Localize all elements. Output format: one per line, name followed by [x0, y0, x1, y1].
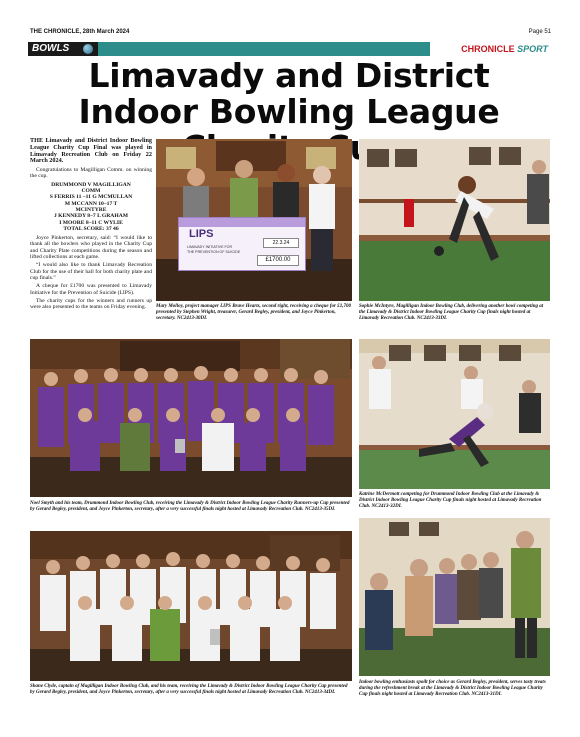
photo-magilligan-team — [30, 531, 352, 681]
brand-chronicle: CHRONICLE — [461, 44, 515, 54]
magilligan-team-image — [30, 531, 352, 681]
page-number: Page 51 — [528, 29, 551, 35]
brand-sport: SPORT — [514, 44, 548, 54]
bowling-photo-image — [359, 139, 550, 301]
result-total: TOTAL SCORE: 37 46 — [63, 225, 119, 232]
article-body — [30, 138, 152, 312]
cheque-logo: LIPS — [189, 228, 214, 240]
refreshments-image — [359, 518, 550, 676]
drummond-team-image — [30, 339, 352, 497]
article-paragraph: The charity cups for the winners and runners up were also presented to the teams on Friday evening. — [30, 297, 152, 311]
cheque-date: 22.3.24 — [263, 238, 299, 248]
result-line: COMM — [81, 188, 101, 195]
article-paragraph: Joyce Pinkerton, secretary, said: “I would like to thank all the bowlers who played in the Charity Cup and Charity Plate competitions during the season and lifted collections at each game. — [30, 235, 152, 261]
article-paragraph: “I would also like to thank Limavady Recreation Club for the use of their hall for both charity plate and cup finals.” — [30, 262, 152, 281]
result-line: DRUMMOND V MAGILLIGAN — [51, 181, 131, 188]
result-line: MCINTYRE — [75, 206, 107, 213]
cheque-band — [179, 218, 305, 227]
cheque-payee-2: THE PREVENTION OF SUICIDE — [187, 250, 241, 254]
section-tag: BOWLS — [28, 42, 98, 56]
photo-cheque-presentation — [156, 139, 352, 301]
headline: Limavady and District Indoor Bowling League — [78, 56, 500, 131]
article-lead: THE Limavady and District Indoor Bowling League Charity Cup Final was played in Limavady Recreation Club on Friday 22 March 2024. — [30, 137, 152, 165]
article-paragraph: A cheque for £1700 was presented to Limavady Initiative for the Prevention of Suicide (LIPS). — [30, 283, 152, 296]
caption-photo-2: Sophie McIntyre, Magilligan Indoor Bowling Club, delivering another bowl competing at the Limavady & District Indoor Bowling League Charity Cup finals night hosted at Limavady Recreation Club. NC2413-33DL — [359, 304, 544, 321]
caption-photo-1: Mary Molloy, project manager LIPS Brave Hearts, second right, receiving a cheque for £1,700 presented by Stephen Wright, treasurer, Gerard Begley, president, and Joyce Pinkerton, secretary. NC2413-30DL — [156, 304, 351, 321]
section-brand — [430, 42, 550, 56]
photo-sophie-bowling — [359, 139, 550, 301]
result-line: I MOORE 8–11 C WYLIE — [59, 219, 123, 226]
caption-photo-4: Katrine McDermott competing for Drummond Indoor Bowling Club at the Limavady & District Indoor Bowling League Charity Cup finals night hosted at Limavady Recreation Club. NC2413-32DL — [359, 492, 542, 509]
caption-photo-3: Noel Smyth and his team, Drummond Indoor Bowling Club, receiving the Limavady & District Indoor Bowling League Charity Runners-up Cup presented by Gerard Begley, president, and Joyce Pinkerton, secretary, after a very successful finals night hosted at Limavady Recreation Club. NC2413-35DL — [30, 501, 350, 512]
result-line: S FERRIS 11 –11 G MCMULLAN — [49, 194, 133, 201]
article-paragraph: Congratulations to Magilligan Comm. on winning the cup. — [30, 167, 152, 180]
photo-drummond-team — [30, 339, 352, 497]
masthead-date: THE CHRONICLE, 28th March 2024 — [30, 29, 130, 35]
caption-photo-6: Indoor bowling enthusiasts spoilt for choice as Gerard Begley, president, serves tasty treats during the refreshment break at the Limavady & District Indoor Bowling League Charity Cup finals night hosted at Limavady Recreation Club. NC2413-31DL — [359, 680, 546, 697]
result-line: J KENNEDY 8–7 L GRAHAM — [53, 213, 129, 220]
cheque-amount: £1700.00 — [257, 255, 299, 266]
katrine-bowling-image — [359, 339, 550, 489]
results-block — [30, 182, 152, 232]
photo-refreshments — [359, 518, 550, 676]
cheque-payee-1: LIMAVADY INITIATIVE FOR — [187, 245, 233, 249]
bowl-icon — [83, 44, 93, 54]
cheque — [178, 217, 306, 271]
caption-photo-5: Shane Clyde, captain of Magilligan Indoor Bowling Club, and his team, receiving the Limavady & District Indoor Bowling League Charity Cup presented by Gerard Begley, president, and Joyce Pinkerton, secretary, after a very successful finals night hosted at Limavady Recreation Club. NC2413-34DL — [30, 684, 348, 695]
result-line: M MCCANN 10–17 T — [64, 200, 118, 207]
photo-katrine-bowling — [359, 339, 550, 489]
